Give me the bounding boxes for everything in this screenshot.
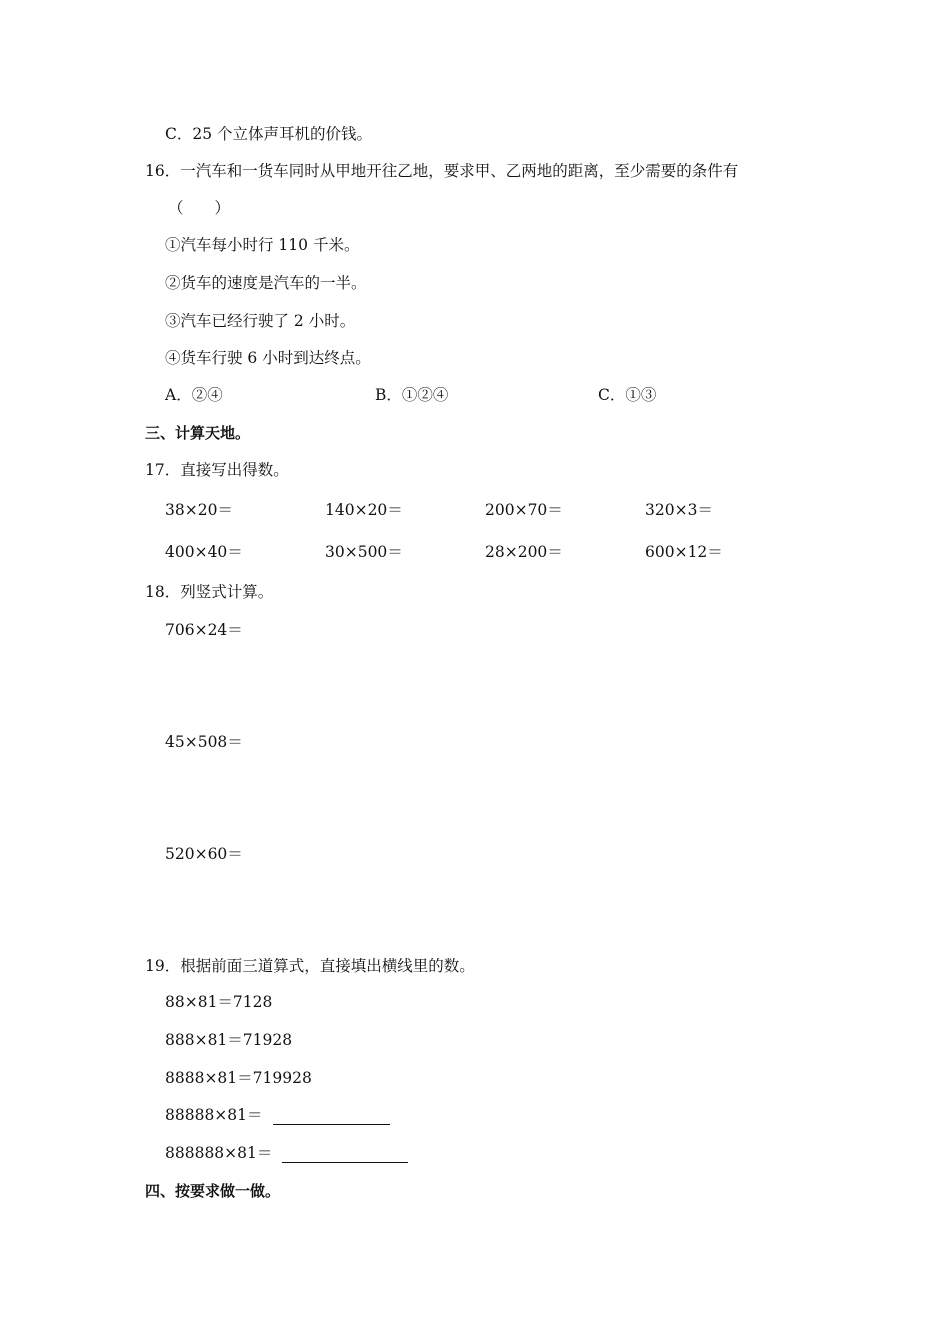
q16-option-c: C．①③ (598, 386, 657, 404)
section-3-title: 三、计算天地。 (145, 424, 251, 442)
q17-item: 200×70＝ (485, 501, 563, 519)
q17-stem: 17．直接写出得数。 (145, 461, 289, 479)
q17-item: 30×500＝ (325, 543, 403, 561)
q17-item: 400×40＝ (165, 543, 243, 561)
q19-blank-row-1 (165, 1105, 390, 1125)
q19-blank-label: 888888×81＝ (165, 1144, 273, 1162)
q16-option-a: A．②④ (165, 386, 223, 404)
answer-blank-line[interactable] (282, 1146, 408, 1163)
q19-given-1: 88×81＝7128 (165, 993, 273, 1011)
q16-condition-2: ②货车的速度是汽车的一半。 (165, 274, 367, 292)
q16-condition-3: ③汽车已经行驶了 2 小时。 (165, 312, 356, 330)
answer-blank-line[interactable] (273, 1108, 390, 1125)
q18-stem: 18．列竖式计算。 (145, 583, 274, 601)
q17-item: 28×200＝ (485, 543, 563, 561)
q17-item: 600×12＝ (645, 543, 723, 561)
q16-condition-4: ④货车行驶 6 小时到达终点。 (165, 349, 371, 367)
q19-stem: 19．根据前面三道算式，直接填出横线里的数。 (145, 957, 475, 975)
q19-given-3: 8888×81＝719928 (165, 1069, 312, 1087)
q19-given-2: 888×81＝71928 (165, 1031, 293, 1049)
q16-condition-1: ①汽车每小时行 110 千米。 (165, 236, 360, 254)
q18-item: 706×24＝ (165, 621, 243, 639)
q16-stem: 16．一汽车和一货车同时从甲地开往乙地，要求甲、乙两地的距离，至少需要的条件有 (145, 162, 739, 180)
section-4-title: 四、按要求做一做。 (145, 1182, 281, 1200)
q18-item: 45×508＝ (165, 733, 243, 751)
q17-item: 38×20＝ (165, 501, 233, 519)
q17-item: 320×3＝ (645, 501, 713, 519)
q15-option-c: C．25 个立体声耳机的价钱。 (165, 125, 373, 143)
q19-blank-label: 88888×81＝ (165, 1106, 263, 1124)
q19-blank-row-2 (165, 1143, 408, 1163)
q16-option-b: B．①②④ (375, 386, 449, 404)
q16-answer-paren: （ ） (168, 199, 231, 217)
q17-item: 140×20＝ (325, 501, 403, 519)
q18-item: 520×60＝ (165, 845, 243, 863)
